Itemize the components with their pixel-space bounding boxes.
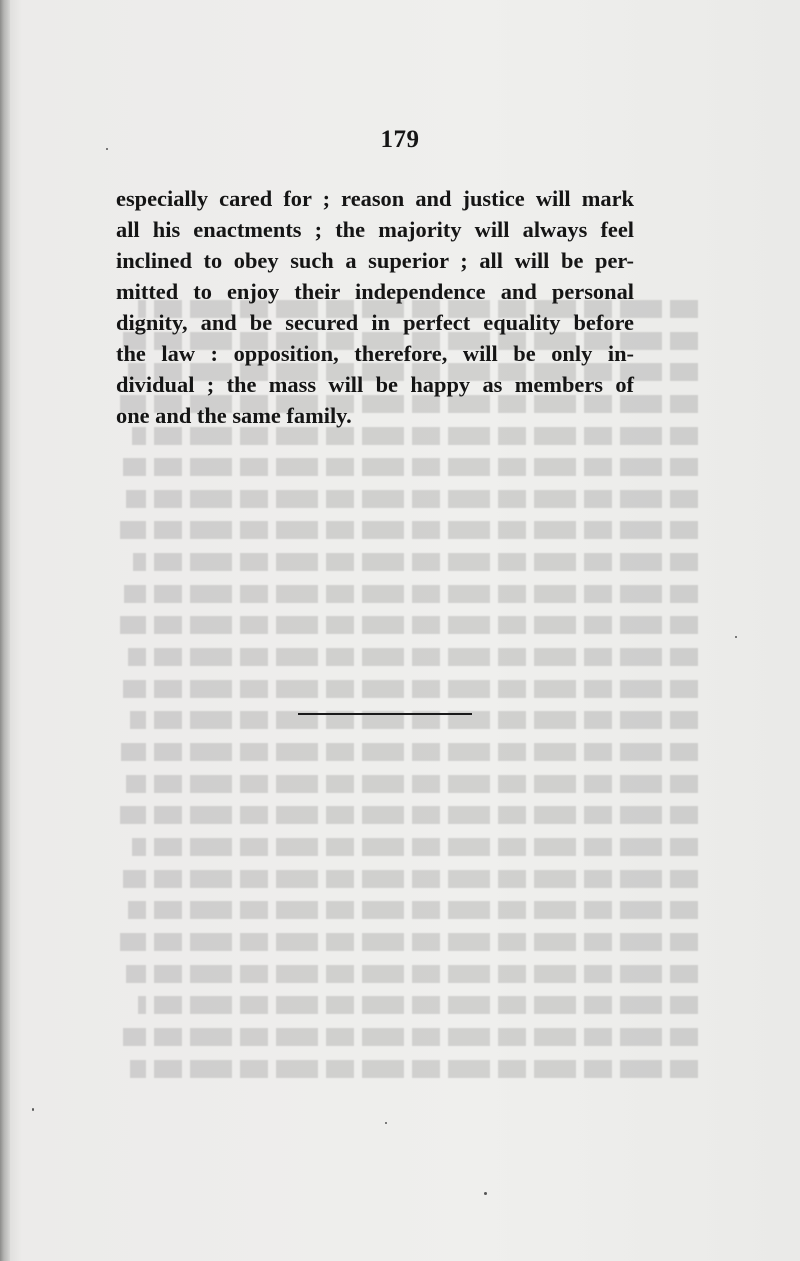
text-line: especially cared for ; reason and justice will mark <box>116 186 634 211</box>
ink-speck <box>106 148 108 150</box>
text-line: inclined to obey such a superior ; all will be per- <box>116 248 634 273</box>
ink-speck <box>32 1108 34 1111</box>
page-number: 179 <box>380 126 420 153</box>
text-line: dividual ; the mass will be happy as members of <box>116 372 634 397</box>
text-line: one and the same family. <box>116 403 352 428</box>
text-line: mitted to enjoy their independence and personal <box>116 279 634 304</box>
ink-speck <box>735 636 737 638</box>
ink-speck <box>484 1192 487 1195</box>
page-body-text <box>116 183 634 431</box>
text-line: the law : opposition, therefore, will be only in- <box>116 341 634 366</box>
text-line: dignity, and be secured in perfect equality before <box>116 310 634 335</box>
page-binding-edge <box>0 0 10 1261</box>
text-line: all his enactments ; the majority will always feel <box>116 217 634 242</box>
ink-speck <box>385 1122 387 1124</box>
